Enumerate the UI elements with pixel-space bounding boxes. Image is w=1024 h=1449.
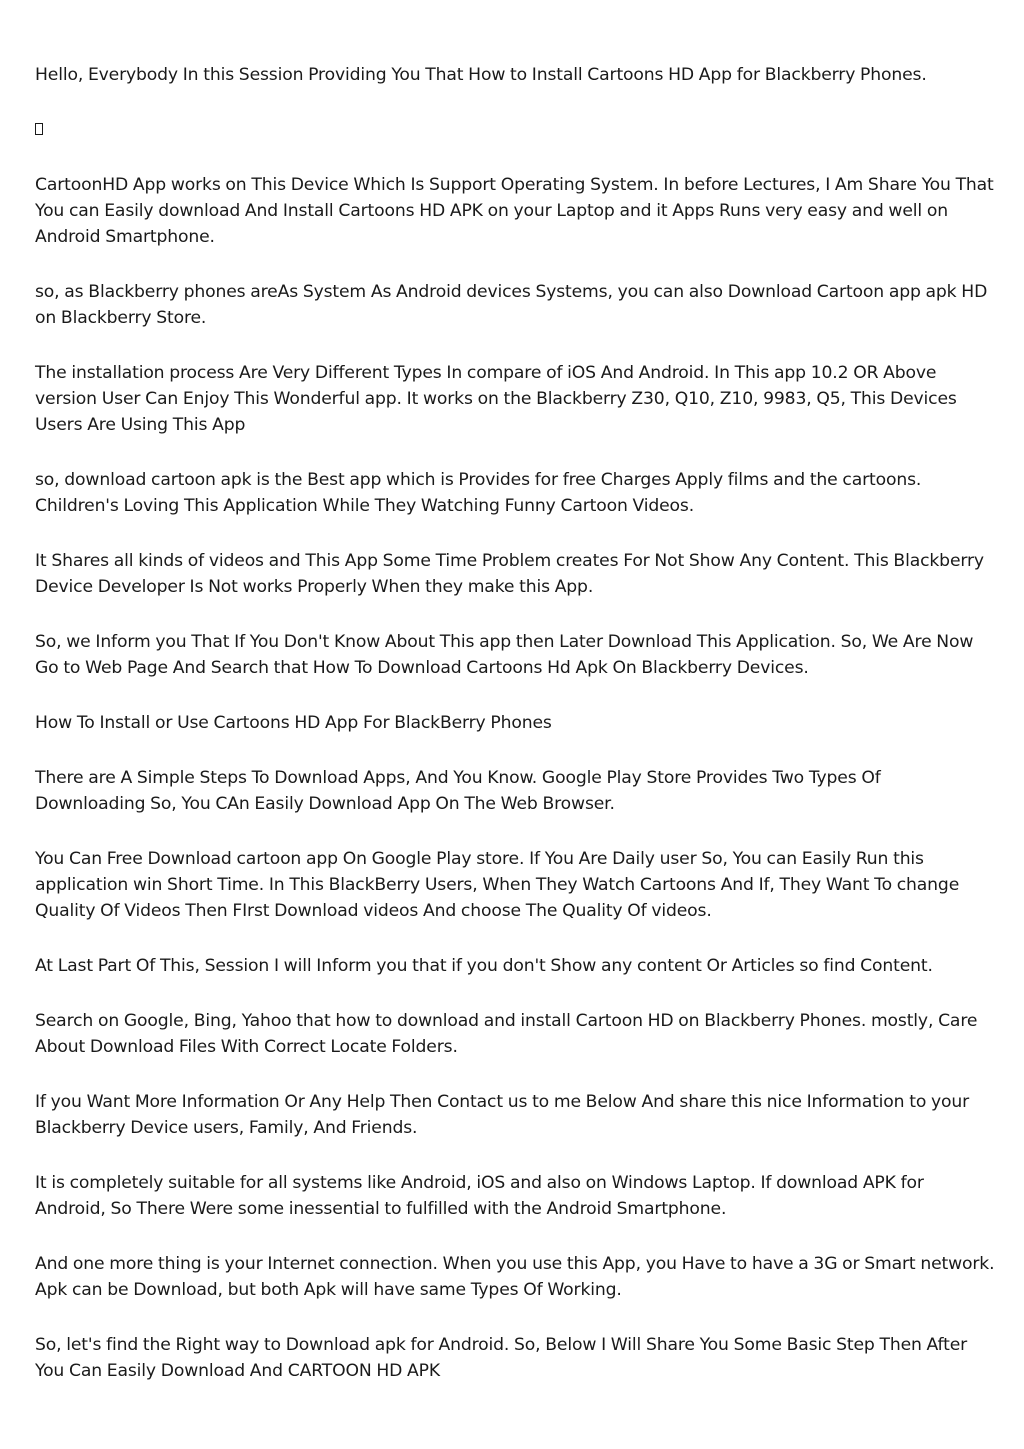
paragraph: The installation process Are Very Different Types In compare of iOS And Android. In This app 10.2 OR Above version User Can Enjoy This Wonderful app. It works on the Blackberry Z30, Q10, Z10, 9983, Q5, This Devices Users Are Using This App <box>35 363 957 435</box>
document-body <box>35 62 995 1413</box>
missing-glyph-line <box>35 117 995 143</box>
paragraph: It Shares all kinds of videos and This App Some Time Problem creates For Not Show Any Content. This Blackberry Device Developer Is Not works Properly When they make this App. <box>35 551 984 597</box>
paragraph: So, we Inform you That If You Don't Know About This app then Later Download This Application. So, We Are Now Go to Web Page And Search that How To Download Cartoons Hd Apk On Blackberry Devices. <box>35 632 974 678</box>
paragraph: Search on Google, Bing, Yahoo that how to download and install Cartoon HD on Blackberry Phones. mostly, Care About Download Files With Correct Locate Folders. <box>35 1011 978 1057</box>
missing-glyph-icon <box>35 123 43 135</box>
section-heading: How To Install or Use Cartoons HD App For BlackBerry Phones <box>35 713 552 733</box>
paragraph-intro: Hello, Everybody In this Session Providing You That How to Install Cartoons HD App for Blackberry Phones. <box>35 65 927 85</box>
paragraph: If you Want More Information Or Any Help Then Contact us to me Below And share this nice Information to your Blackberry Device users, Family, And Friends. <box>35 1092 970 1138</box>
paragraph: so, as Blackberry phones areAs System As Android devices Systems, you can also Download Cartoon app apk HD on Blackberry Store. <box>35 282 988 328</box>
paragraph: At Last Part Of This, Session I will Inform you that if you don't Show any content Or Articles so find Content. <box>35 956 933 976</box>
paragraph: It is completely suitable for all systems like Android, iOS and also on Windows Laptop. If download APK for Android, So There Were some inessential to fulfilled with the Android Smartphone. <box>35 1173 924 1219</box>
paragraph: And one more thing is your Internet connection. When you use this App, you Have to have a 3G or Smart network. Apk can be Download, but both Apk will have same Types Of Working. <box>35 1254 995 1300</box>
paragraph: So, let's find the Right way to Download apk for Android. So, Below I Will Share You Some Basic Step Then After You Can Easily Download And CARTOON HD APK <box>35 1335 968 1381</box>
paragraph: so, download cartoon apk is the Best app which is Provides for free Charges Apply films and the cartoons. Children's Loving This Application While They Watching Funny Cartoon Videos. <box>35 470 922 516</box>
paragraph: There are A Simple Steps To Download Apps, And You Know. Google Play Store Provides Two Types Of Downloading So, You CAn Easily Download App On The Web Browser. <box>35 768 881 814</box>
paragraph: CartoonHD App works on This Device Which Is Support Operating System. In before Lectures, I Am Share You That You can Easily download And Install Cartoons HD APK on your Laptop and it Apps Runs very easy and well on Android Smartphone. <box>35 175 994 247</box>
paragraph: You Can Free Download cartoon app On Google Play store. If You Are Daily user So, You can Easily Run this application win Short Time. In This BlackBerry Users, When They Watch Cartoons And If, They Want To change Quality Of Videos Then FIrst Download videos And choose The Quality Of videos. <box>35 849 960 921</box>
